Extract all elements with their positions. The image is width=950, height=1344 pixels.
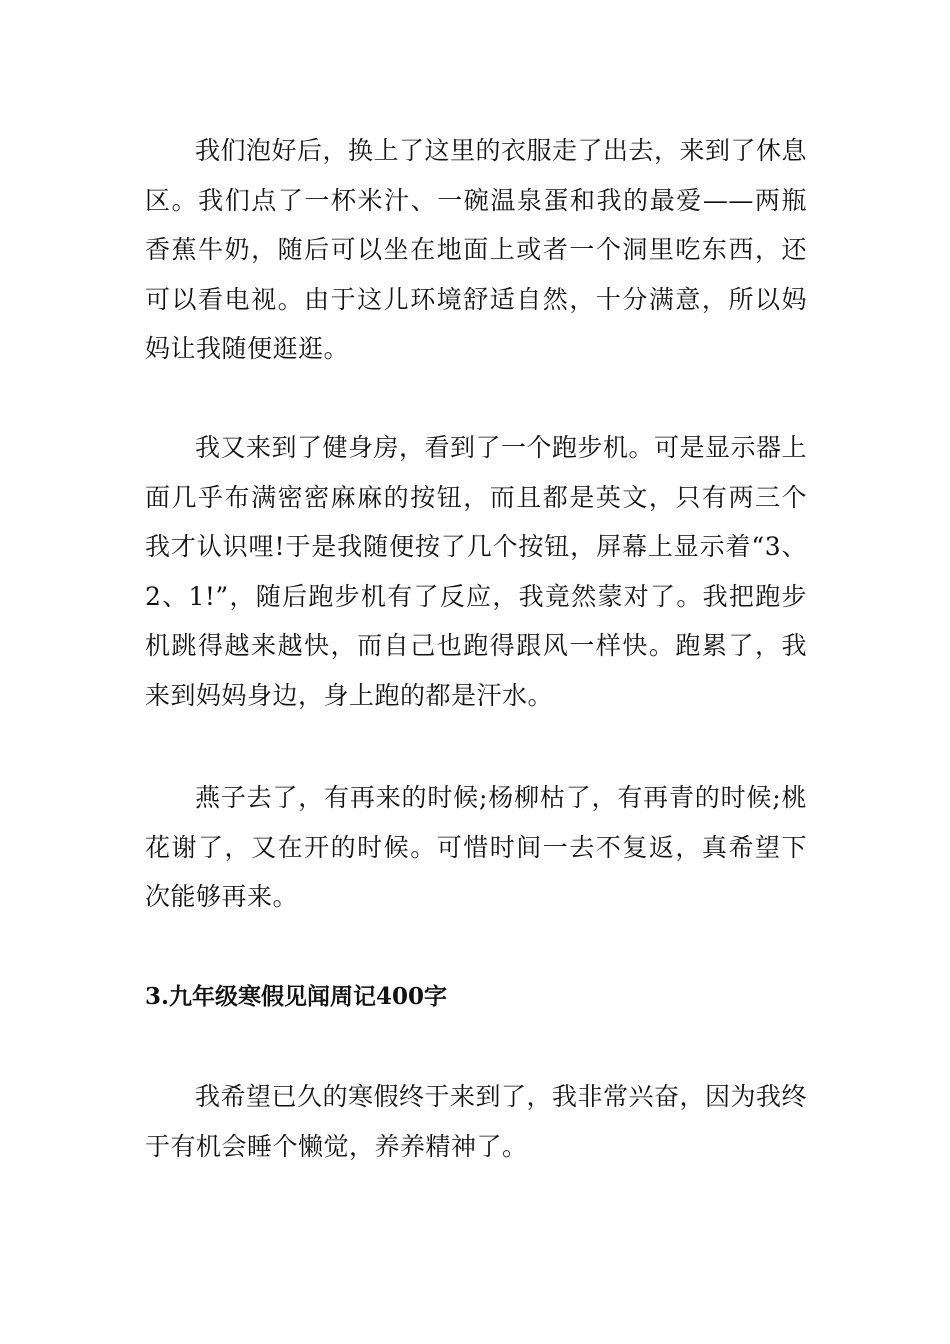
section-heading: 3.九年级寒假见闻周记400字 [145, 983, 448, 1010]
paragraph-winter-vacation: 我希望已久的寒假终于来到了，我非常兴奋，因为我终于有机会睡个懒觉，养养精神了。 [145, 1082, 808, 1161]
paragraph-hot-spring-rest-area: 我们泡好后，换上了这里的衣服走了出去，来到了休息区。我们点了一杯米汁、一碗温泉蛋和我的最爱——两瓶香蕉牛奶，随后可以坐在地面上或者一个洞里吃东西，还可以看电视。由于这儿环境舒适自然，十分满意，所以妈妈让我随便逛逛。 [145, 136, 808, 363]
paragraph-time-passes: 燕子去了，有再来的时候;杨柳枯了，有再青的时候;桃花谢了，又在开的时候。可惜时间一去不复返，真希望下次能够再来。 [145, 783, 807, 911]
paragraph-gym-treadmill: 我又来到了健身房，看到了一个跑步机。可是显示器上面几乎布满密密麻麻的按钮，而且都是英文，只有两三个我才认识哩!于是我随便按了几个按钮，屏幕上显示着“3、2、1!”，随后跑步机有了反应，我竟然蒙对了。我把跑步机跳得越来越快，而自己也跑得跟风一样快。跑累了，我来到妈妈身边，身上跑的都是汗水。 [145, 433, 808, 710]
